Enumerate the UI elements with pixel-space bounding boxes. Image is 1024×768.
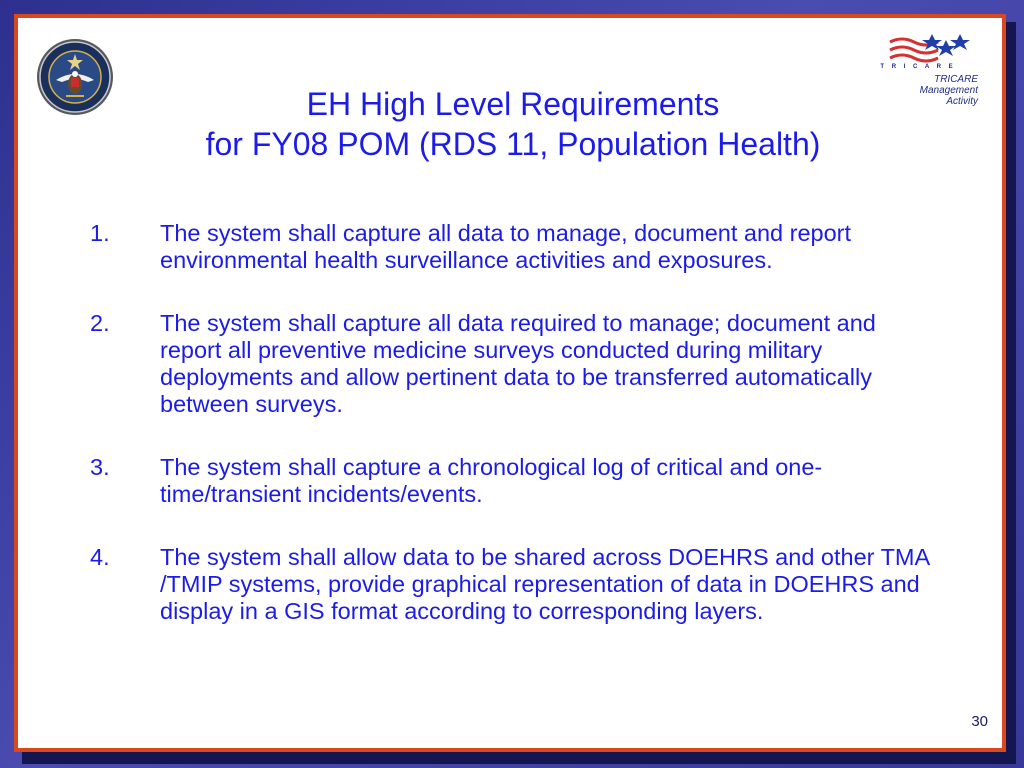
slide-title [118,84,908,164]
tricare-sub-line: TRICARE [934,74,978,85]
requirement-item [90,454,930,508]
tricare-sub-line: Activity [946,96,978,107]
requirement-text: The system shall allow data to be shared across DOEHRS and other TMA /TMIP systems, provide graphical representation of data in DOEHRS and display in a GIS format according to corresponding layers. [160,544,929,624]
requirement-text: The system shall capture all data to manage, document and report environmental health surveillance activities and exposures. [160,220,852,273]
slide-title-line-2: for FY08 POM (RDS 11, Population Health) [205,126,821,162]
requirement-item [90,544,930,625]
requirement-number: 1. [90,220,110,246]
requirement-text: The system shall capture all data required to manage; document and report all preventive medicine surveys conducted during military deployments and allow pertinent data to be transferred automatically between surveys. [160,310,876,417]
slide [14,14,1006,752]
requirement-item [90,220,930,274]
page-number: 30 [971,713,988,730]
slide-title-line-1: EH High Level Requirements [306,86,720,122]
tricare-wordmark: T R I C A R E [880,64,956,70]
requirement-item [90,310,930,418]
requirement-text: The system shall capture a chronological log of critical and one-time/transient incidents/events. [160,454,823,507]
requirement-number: 3. [90,454,110,480]
requirements-list [90,220,930,661]
tricare-sub-line: Management [919,85,978,96]
requirement-number: 2. [90,310,110,336]
department-of-defense-seal-icon [36,38,114,116]
tricare-logo-icon [872,28,982,68]
requirement-number: 4. [90,544,110,570]
